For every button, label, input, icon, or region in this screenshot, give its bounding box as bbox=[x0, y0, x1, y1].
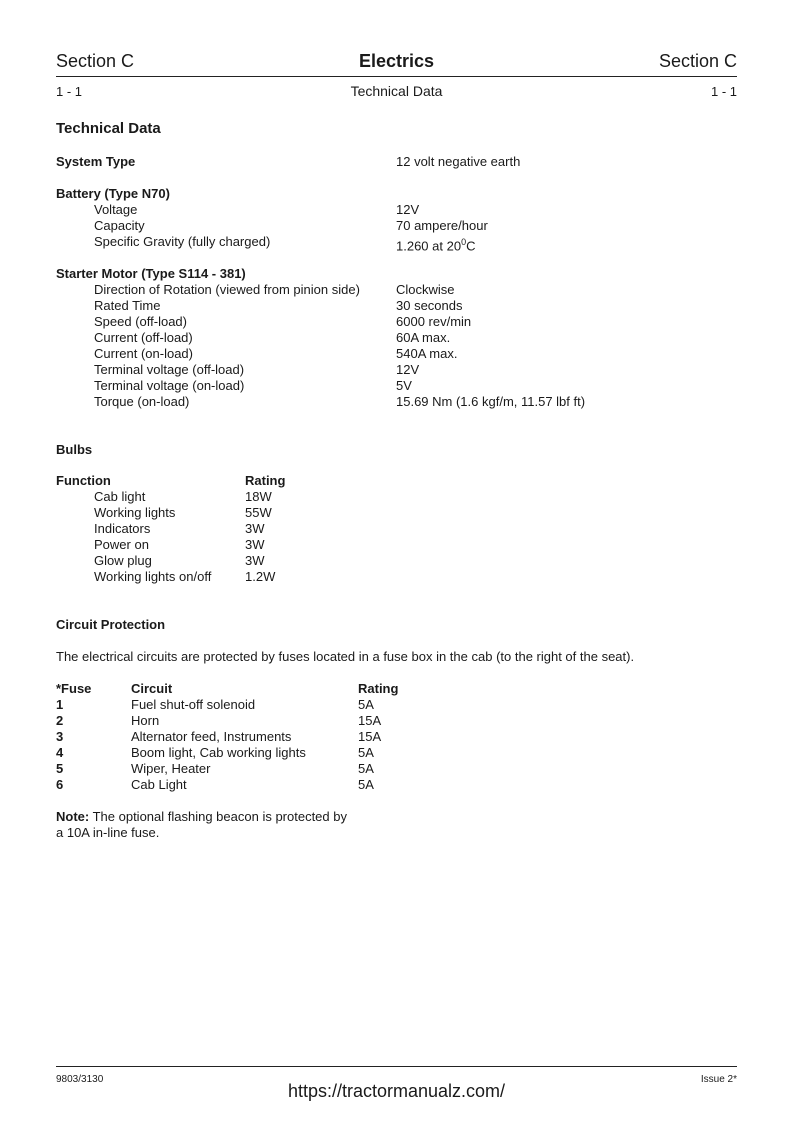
fuse-number: 6 bbox=[56, 777, 64, 792]
page-subtitle: Technical Data bbox=[350, 83, 443, 99]
fuse-circuit: Boom light, Cab working lights bbox=[131, 745, 306, 760]
fuse-number: 5 bbox=[56, 761, 64, 776]
starter-spec-label: Terminal voltage (on-load) bbox=[94, 378, 245, 393]
fuse-circuit: Cab Light bbox=[131, 777, 187, 792]
starter-spec-value: Clockwise bbox=[396, 282, 455, 297]
bulbs-col-function: Function bbox=[56, 473, 111, 488]
issue-number: Issue 2* bbox=[700, 1074, 737, 1085]
system-type-value: 12 volt negative earth bbox=[396, 154, 521, 169]
degree-superscript: 0 bbox=[461, 237, 467, 247]
bulb-rating: 1.2W bbox=[245, 569, 276, 584]
battery-spec-label: Voltage bbox=[94, 202, 138, 217]
bulb-function: Working lights on/off bbox=[94, 569, 212, 584]
fuse-rating: 15A bbox=[358, 713, 382, 728]
fuse-number: 2 bbox=[56, 713, 64, 728]
chapter-title: Electrics bbox=[358, 51, 435, 71]
starter-spec-label: Terminal voltage (off-load) bbox=[94, 362, 245, 377]
bulb-function: Working lights bbox=[94, 505, 176, 520]
page-title: Technical Data bbox=[56, 120, 161, 137]
note-line-1 bbox=[56, 809, 347, 825]
fuse-circuit: Alternator feed, Instruments bbox=[131, 729, 292, 744]
starter-spec-value: 540A max. bbox=[396, 346, 458, 361]
bulb-rating: 3W bbox=[245, 537, 265, 552]
fuse-col-rating: Rating bbox=[358, 681, 399, 696]
fuse-circuit: Horn bbox=[131, 713, 160, 728]
bulbs-col-rating: Rating bbox=[245, 473, 286, 488]
bulb-rating: 55W bbox=[245, 505, 272, 520]
note-line-2: a 10A in-line fuse. bbox=[56, 825, 160, 840]
fuse-rating: 5A bbox=[358, 745, 374, 760]
starter-spec-label: Direction of Rotation (viewed from pinion side) bbox=[94, 282, 360, 297]
circuit-heading: Circuit Protection bbox=[56, 617, 166, 632]
starter-spec-label: Speed (off-load) bbox=[94, 314, 187, 329]
fuse-number: 3 bbox=[56, 729, 64, 744]
fuse-col-circuit: Circuit bbox=[131, 681, 173, 696]
fuse-rating: 15A bbox=[358, 729, 382, 744]
fuse-rating: 5A bbox=[358, 697, 374, 712]
battery-spec-value bbox=[396, 202, 419, 218]
fuse-number: 4 bbox=[56, 745, 64, 760]
bulb-function: Cab light bbox=[94, 489, 146, 504]
battery-spec-value-text: 70 ampere/hour bbox=[396, 218, 488, 233]
footer-rule bbox=[56, 1066, 737, 1067]
starter-spec-value: 60A max. bbox=[396, 330, 451, 345]
bulb-function: Power on bbox=[94, 537, 149, 552]
starter-spec-label: Current (off-load) bbox=[94, 330, 193, 345]
starter-spec-value: 6000 rev/min bbox=[396, 314, 472, 329]
starter-spec-label: Current (on-load) bbox=[94, 346, 193, 361]
bulb-function: Indicators bbox=[94, 521, 151, 536]
fuse-rating: 5A bbox=[358, 777, 374, 792]
bulbs-heading: Bulbs bbox=[56, 442, 93, 457]
starter-spec-value: 5V bbox=[396, 378, 412, 393]
bulb-function: Glow plug bbox=[94, 553, 152, 568]
starter-spec-value: 15.69 Nm (1.6 kgf/m, 11.57 lbf ft) bbox=[396, 394, 586, 409]
system-type-label: System Type bbox=[56, 154, 136, 169]
document-number: 9803/3130 bbox=[56, 1074, 104, 1085]
fuse-number: 1 bbox=[56, 697, 64, 712]
battery-spec-value bbox=[396, 218, 488, 234]
fuse-circuit: Fuel shut-off solenoid bbox=[131, 697, 256, 712]
bulb-rating: 3W bbox=[245, 521, 265, 536]
starter-spec-value: 12V bbox=[396, 362, 420, 377]
starter-heading: Starter Motor (Type S114 - 381) bbox=[56, 266, 246, 281]
starter-spec-label: Rated Time bbox=[94, 298, 161, 313]
fuse-circuit: Wiper, Heater bbox=[131, 761, 211, 776]
fuse-rating: 5A bbox=[358, 761, 374, 776]
page-number-right: 1 - 1 bbox=[710, 84, 737, 99]
starter-spec-value: 30 seconds bbox=[396, 298, 463, 313]
unit-suffix: C bbox=[466, 238, 476, 254]
battery-spec-label: Capacity bbox=[94, 218, 145, 233]
battery-spec-value-text: 1.260 at 20 bbox=[396, 238, 462, 254]
battery-spec-label: Specific Gravity (fully charged) bbox=[94, 234, 271, 249]
bulb-rating: 3W bbox=[245, 553, 265, 568]
circuit-intro: The electrical circuits are protected by fuses located in a fuse box in the cab (to the right of the seat). bbox=[56, 649, 635, 664]
battery-heading: Battery (Type N70) bbox=[56, 186, 170, 201]
page-number-left: 1 - 1 bbox=[56, 84, 83, 99]
note-text-1: The optional flashing beacon is protected by bbox=[89, 809, 347, 824]
header-rule bbox=[56, 76, 737, 77]
section-label-left: Section C bbox=[56, 51, 135, 71]
fuse-col-fuse: *Fuse bbox=[56, 681, 92, 696]
note-label: Note: bbox=[56, 809, 90, 824]
battery-spec-value-text: 12V bbox=[396, 202, 420, 217]
section-label-right: Section C bbox=[658, 51, 737, 71]
battery-spec-value bbox=[396, 234, 475, 254]
footer-url[interactable]: https://tractormanualz.com/ bbox=[287, 1081, 506, 1101]
starter-spec-label: Torque (on-load) bbox=[94, 394, 190, 409]
bulb-rating: 18W bbox=[245, 489, 272, 504]
